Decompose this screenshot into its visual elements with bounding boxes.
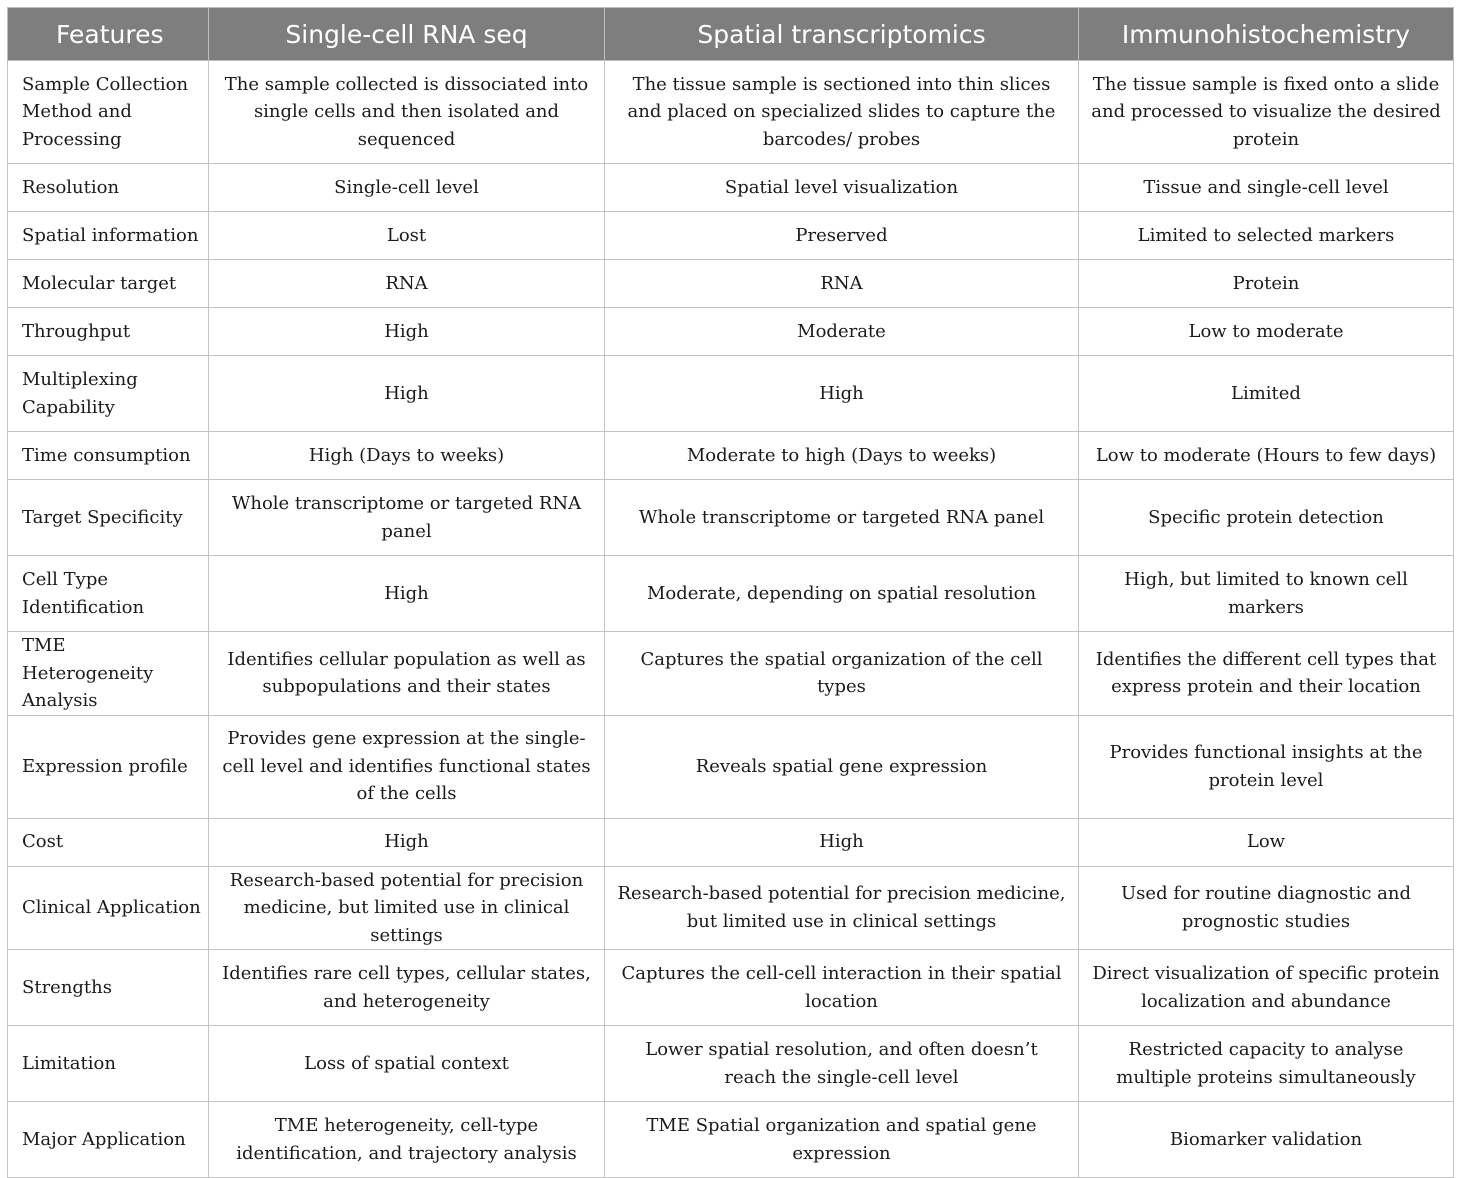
table-row [8, 61, 1454, 164]
table-row [8, 556, 1454, 632]
feature-cell: Time consumption [8, 432, 209, 480]
table-cell: Provides functional insights at the protein level [1079, 715, 1454, 818]
table-header-row [8, 8, 1454, 61]
feature-cell: Resolution [8, 164, 209, 212]
table-cell: Captures the spatial organization of the cell types [605, 632, 1079, 716]
table-row [8, 715, 1454, 818]
feature-cell: Clinical Application [8, 866, 209, 950]
table-cell: Identifies rare cell types, cellular states, and heterogeneity [209, 950, 605, 1026]
feature-cell: Multiplexing Capability [8, 356, 209, 432]
table-cell: RNA [605, 260, 1079, 308]
table-cell: Research-based potential for precision medicine, but limited use in clinical settings [209, 866, 605, 950]
table-row [8, 308, 1454, 356]
table-cell: TME heterogeneity, cell-type identification, and trajectory analysis [209, 1102, 605, 1178]
comparison-table [7, 7, 1454, 1178]
table-cell: Moderate [605, 308, 1079, 356]
header-spatial-transcriptomics: Spatial transcriptomics [605, 8, 1079, 61]
table-cell: Restricted capacity to analyse multiple proteins simultaneously [1079, 1026, 1454, 1102]
feature-cell: Expression profile [8, 715, 209, 818]
table-cell: High [209, 356, 605, 432]
table-cell: The tissue sample is fixed onto a slide and processed to visualize the desired protein [1079, 61, 1454, 164]
table-cell: Limited to selected markers [1079, 212, 1454, 260]
table-cell: Limited [1079, 356, 1454, 432]
table-row [8, 950, 1454, 1026]
header-single-cell-rna-seq: Single-cell RNA seq [209, 8, 605, 61]
table-cell: Captures the cell-cell interaction in their spatial location [605, 950, 1079, 1026]
table-cell: Used for routine diagnostic and prognostic studies [1079, 866, 1454, 950]
table-row [8, 260, 1454, 308]
table-cell: TME Spatial organization and spatial gene expression [605, 1102, 1079, 1178]
table-cell: Lost [209, 212, 605, 260]
table-cell: The tissue sample is sectioned into thin slices and placed on specialized slides to capture the barcodes/ probes [605, 61, 1079, 164]
table-row [8, 632, 1454, 716]
table-cell: Single-cell level [209, 164, 605, 212]
table-cell: Low to moderate [1079, 308, 1454, 356]
table-cell: Reveals spatial gene expression [605, 715, 1079, 818]
table-row [8, 356, 1454, 432]
table-cell: Protein [1079, 260, 1454, 308]
feature-cell: Cost [8, 818, 209, 866]
feature-cell: TME Heterogeneity Analysis [8, 632, 209, 716]
table-row [8, 1026, 1454, 1102]
table-cell: Loss of spatial context [209, 1026, 605, 1102]
table-row [8, 164, 1454, 212]
table-cell: Research-based potential for precision medicine, but limited use in clinical settings [605, 866, 1079, 950]
header-immunohistochemistry: Immunohistochemistry [1079, 8, 1454, 61]
feature-cell: Throughput [8, 308, 209, 356]
table-cell: Spatial level visualization [605, 164, 1079, 212]
table-cell: Specific protein detection [1079, 480, 1454, 556]
table-cell: RNA [209, 260, 605, 308]
feature-cell: Limitation [8, 1026, 209, 1102]
feature-cell: Major Application [8, 1102, 209, 1178]
table-row [8, 432, 1454, 480]
feature-cell: Cell Type Identification [8, 556, 209, 632]
table-cell: High [209, 556, 605, 632]
table-row [8, 1102, 1454, 1178]
table-cell: Whole transcriptome or targeted RNA panel [209, 480, 605, 556]
table-row [8, 818, 1454, 866]
table-cell: Whole transcriptome or targeted RNA panel [605, 480, 1079, 556]
table-cell: Low to moderate (Hours to few days) [1079, 432, 1454, 480]
feature-cell: Spatial information [8, 212, 209, 260]
feature-cell: Sample Collection Method and Processing [8, 61, 209, 164]
table-cell: Moderate to high (Days to weeks) [605, 432, 1079, 480]
table-cell: Provides gene expression at the single-cell level and identifies functional states of the cells [209, 715, 605, 818]
table-cell: High [209, 818, 605, 866]
table-cell: Lower spatial resolution, and often doesn’t reach the single-cell level [605, 1026, 1079, 1102]
table-cell: Identifies cellular population as well as subpopulations and their states [209, 632, 605, 716]
table-cell: Tissue and single-cell level [1079, 164, 1454, 212]
table-cell: Preserved [605, 212, 1079, 260]
table-cell: Moderate, depending on spatial resolution [605, 556, 1079, 632]
table-cell: High (Days to weeks) [209, 432, 605, 480]
table-row [8, 480, 1454, 556]
table-cell: The sample collected is dissociated into single cells and then isolated and sequenced [209, 61, 605, 164]
table-cell: Biomarker validation [1079, 1102, 1454, 1178]
comparison-table-wrapper [7, 7, 1453, 1178]
feature-cell: Molecular target [8, 260, 209, 308]
table-row [8, 212, 1454, 260]
table-cell: High [209, 308, 605, 356]
table-cell: High, but limited to known cell markers [1079, 556, 1454, 632]
table-cell: Low [1079, 818, 1454, 866]
feature-cell: Target Specificity [8, 480, 209, 556]
table-cell: High [605, 818, 1079, 866]
table-row [8, 866, 1454, 950]
table-cell: Direct visualization of specific protein localization and abundance [1079, 950, 1454, 1026]
table-cell: Identifies the different cell types that express protein and their location [1079, 632, 1454, 716]
table-cell: High [605, 356, 1079, 432]
feature-cell: Strengths [8, 950, 209, 1026]
header-features: Features [8, 8, 209, 61]
